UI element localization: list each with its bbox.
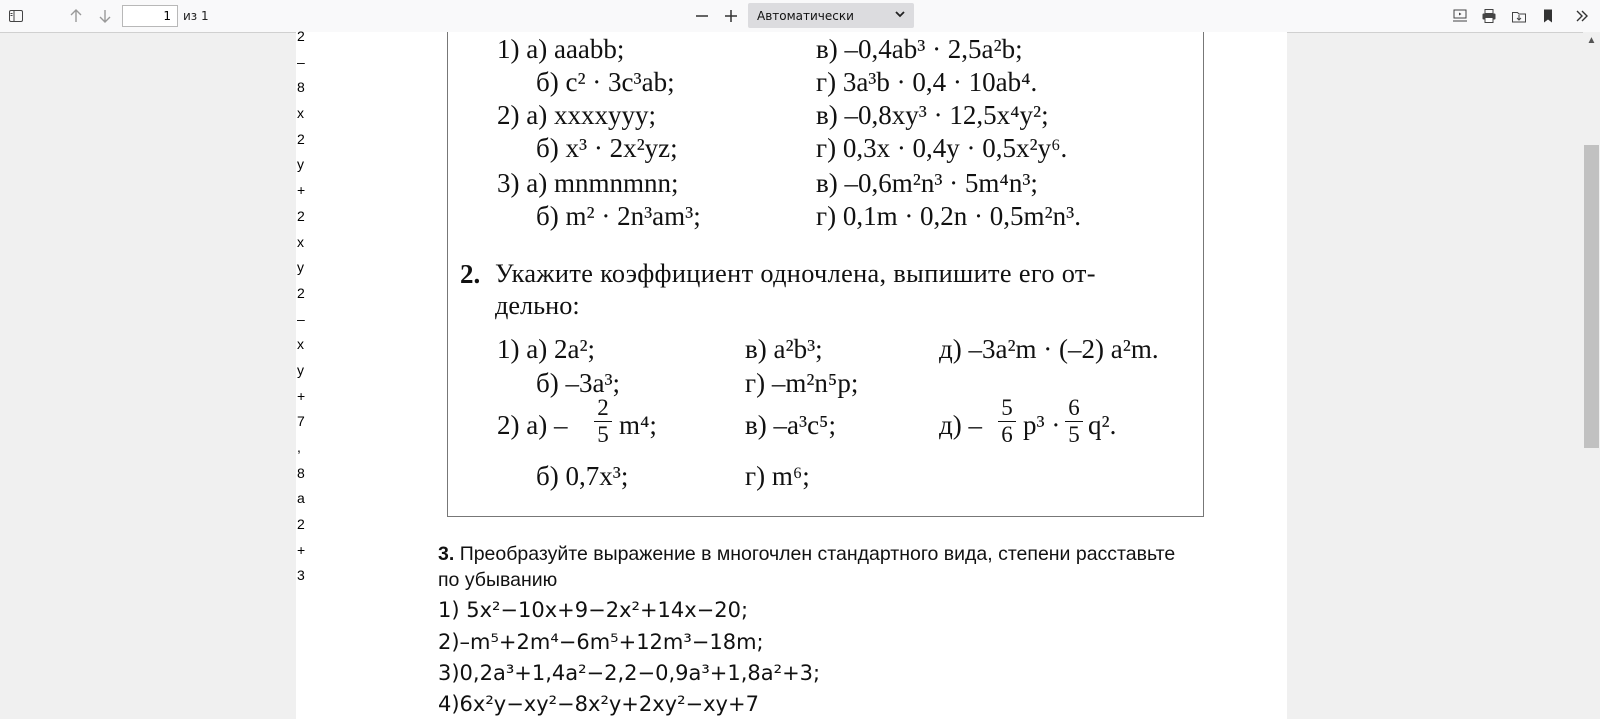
side-char: y bbox=[297, 156, 304, 173]
ex2-row-a: б) 0,7x³; bbox=[536, 461, 629, 491]
ex2-row-a: б) –3a³; bbox=[536, 368, 621, 398]
ex1-row-right: г) 3a³b · 0,4 · 10ab⁴. bbox=[816, 67, 1038, 97]
fraction-numerator: 2 bbox=[597, 395, 609, 420]
ex1-row-left: 2) а) xxxxyyy; bbox=[497, 100, 656, 130]
side-char: – bbox=[297, 310, 305, 327]
side-char: – bbox=[297, 53, 305, 70]
zoom-select[interactable] bbox=[748, 3, 914, 28]
fraction-denominator: 6 bbox=[998, 421, 1016, 448]
ex2-title-line2: дельно: bbox=[495, 291, 580, 320]
ex1-row-right: в) –0,8xy³ · 12,5x⁴y²; bbox=[816, 100, 1049, 130]
side-char: + bbox=[297, 387, 306, 404]
side-char: + bbox=[297, 182, 306, 199]
fraction bbox=[1065, 395, 1083, 448]
ex2-row-c: д) – bbox=[939, 410, 982, 440]
ex2-title-line1: Укажите коэффициент одночлена, выпишите его от- bbox=[495, 259, 1096, 288]
ex1-row-left: 1) а) aaabb; bbox=[497, 34, 625, 64]
zoom-out-icon[interactable] bbox=[691, 5, 713, 27]
sidebar-icon[interactable] bbox=[5, 5, 27, 27]
polynomial-item: 2)–m⁵+2m⁴−6m⁵+12m³−18m; bbox=[438, 630, 764, 654]
fraction-denominator: 5 bbox=[1065, 421, 1083, 448]
bookmark-icon[interactable] bbox=[1537, 5, 1559, 27]
download-icon[interactable] bbox=[1508, 5, 1530, 27]
page-number-input[interactable] bbox=[122, 5, 178, 27]
polynomial-item: 4)6x²y−xy²−8x²y+2xy²−xy+7 bbox=[438, 692, 759, 716]
arrow-down-icon[interactable] bbox=[94, 5, 116, 27]
side-char: y bbox=[297, 259, 304, 276]
print-icon[interactable] bbox=[1478, 5, 1500, 27]
ex1-row-right: в) –0,6m²n³ · 5m⁴n³; bbox=[816, 168, 1038, 198]
side-char: 2 bbox=[297, 207, 305, 224]
scroll-up-icon[interactable]: ▲ bbox=[1586, 35, 1597, 46]
ex2-number: 2. bbox=[460, 259, 481, 289]
pdf-toolbar bbox=[0, 0, 1600, 33]
ex1-row-right: г) 0,3x · 0,4y · 0,5x²y⁶. bbox=[816, 133, 1068, 163]
ex1-row-left: б) m² · 2n³am³; bbox=[536, 201, 701, 231]
ex2-row-a: 1) а) 2a²; bbox=[497, 334, 596, 364]
ex2-row-a: 2) а) – bbox=[497, 410, 568, 440]
ex2-row-b: г) m⁶; bbox=[745, 461, 810, 491]
side-char: 7 bbox=[297, 413, 305, 430]
ex1-row-left: 3) а) mnmnmnn; bbox=[497, 168, 679, 198]
side-char: y bbox=[297, 361, 304, 378]
side-char: 2 bbox=[297, 28, 305, 44]
side-char: x bbox=[297, 105, 304, 122]
arrow-up-icon[interactable] bbox=[65, 5, 87, 27]
fraction-numerator: 5 bbox=[1001, 395, 1013, 420]
ex1-row-right: г) 0,1m · 0,2n · 0,5m²n³. bbox=[816, 201, 1081, 231]
side-char: + bbox=[297, 541, 306, 558]
ex1-row-left: б) x³ · 2x²yz; bbox=[536, 133, 678, 163]
side-char: a bbox=[297, 490, 305, 507]
side-text-column bbox=[297, 24, 311, 589]
side-char: x bbox=[297, 233, 304, 250]
side-char: 2 bbox=[297, 130, 305, 147]
ex2-row-b: г) –m²n⁵p; bbox=[745, 368, 859, 398]
fraction-denominator: 5 bbox=[594, 421, 612, 448]
scanned-exercise-image bbox=[447, 32, 1204, 517]
scrollbar-thumb[interactable] bbox=[1584, 145, 1599, 448]
ex2-row-b: в) a²b³; bbox=[745, 334, 823, 364]
polynomial-item: 3)0,2a³+1,4a²−2,2−0,9a³+1,8a²+3; bbox=[438, 661, 821, 685]
page-count-label: из 1 bbox=[183, 9, 209, 23]
ex2-row-b: в) –a³c⁵; bbox=[745, 410, 836, 440]
ex1-row-left: б) c² · 3c³ab; bbox=[536, 67, 675, 97]
side-char: 8 bbox=[297, 464, 305, 481]
side-char: x bbox=[297, 336, 304, 353]
fraction-tail: m⁴; bbox=[619, 410, 657, 440]
more-tools-icon[interactable] bbox=[1571, 5, 1593, 27]
ex1-row-right: в) –0,4ab³ · 2,5a²b; bbox=[816, 34, 1023, 64]
side-char: 2 bbox=[297, 516, 305, 533]
ex3-number: 3. bbox=[438, 543, 455, 565]
presentation-icon[interactable] bbox=[1449, 5, 1471, 27]
fraction bbox=[998, 395, 1016, 448]
ex3-title-line2: по убыванию bbox=[438, 569, 558, 591]
ex3-title-line1 bbox=[438, 543, 1175, 566]
zoom-in-icon[interactable] bbox=[720, 5, 742, 27]
zoom-select-value: Автоматически bbox=[757, 9, 854, 23]
side-char: 2 bbox=[297, 284, 305, 301]
side-char: 8 bbox=[297, 79, 305, 96]
fraction-numerator: 6 bbox=[1068, 395, 1080, 420]
side-char: , bbox=[297, 439, 301, 455]
side-char: 3 bbox=[297, 567, 305, 584]
polynomial-item: 1) 5x²−10x+9−2x²+14x−20; bbox=[438, 598, 749, 622]
ex2-row-c: д) –3a²m · (–2) a²m. bbox=[939, 334, 1159, 364]
chevron-down-icon bbox=[894, 8, 906, 23]
ex3-title-text: Преобразуйте выражение в многочлен стандартного вида, степени расставьте bbox=[459, 543, 1176, 565]
fraction-tail: q². bbox=[1088, 410, 1117, 440]
fraction-tail: p³ · bbox=[1023, 410, 1061, 440]
fraction bbox=[594, 395, 612, 448]
